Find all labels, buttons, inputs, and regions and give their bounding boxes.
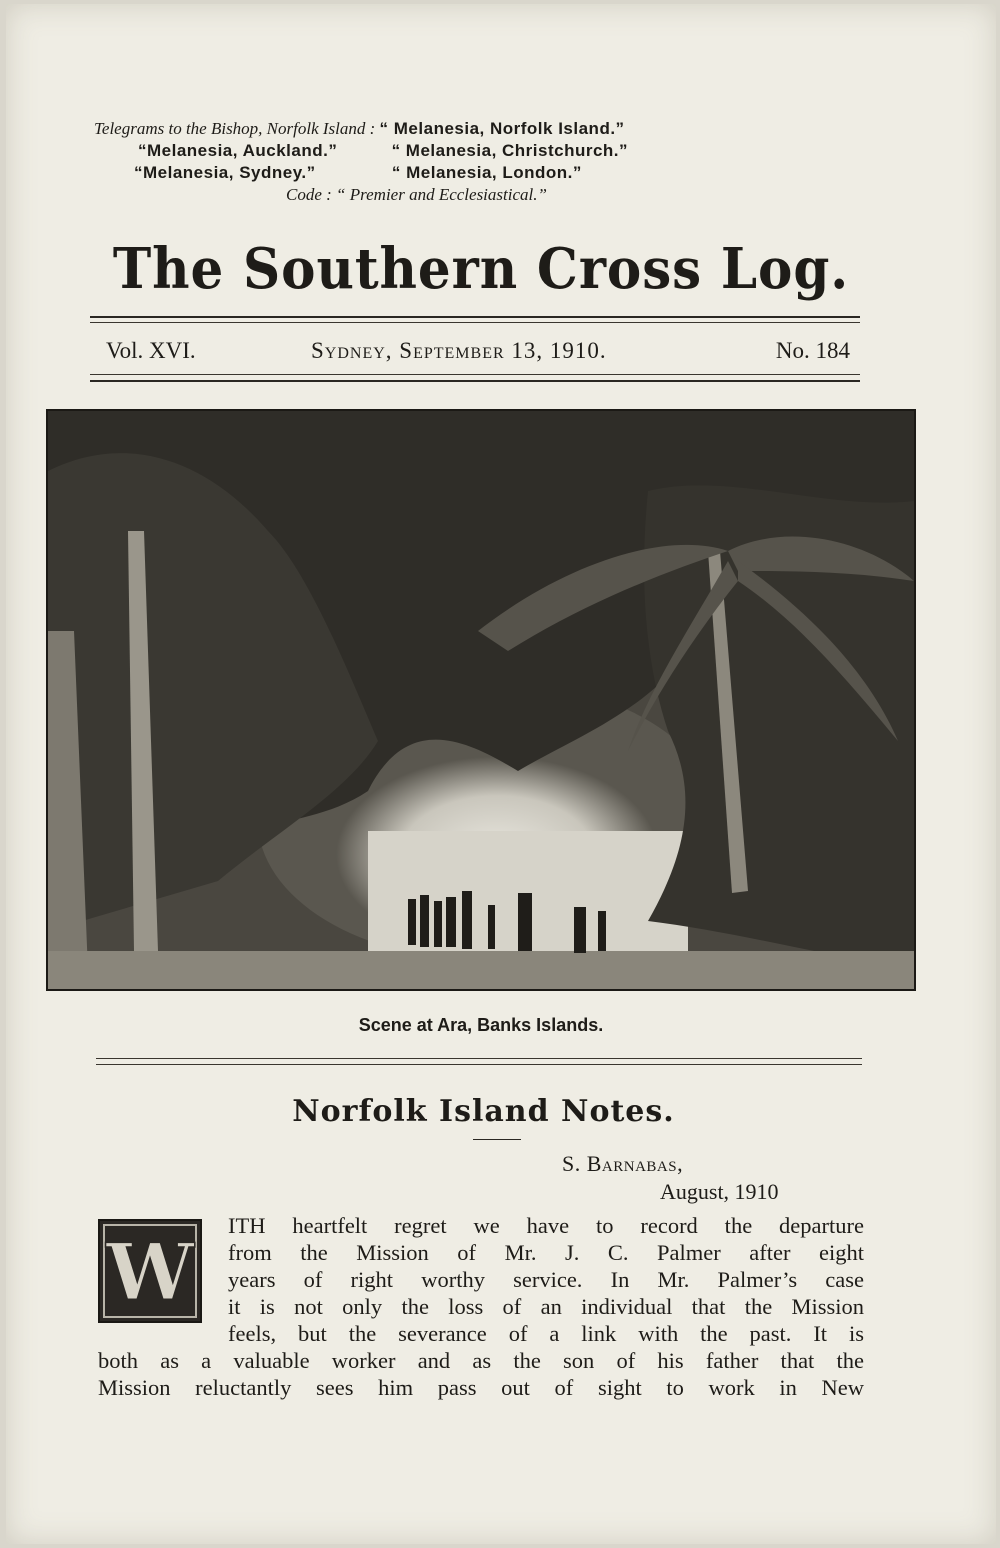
volume-label: Vol. XVI.: [106, 338, 196, 363]
masthead-rule-top-thin: [90, 322, 860, 323]
masthead-rule-top: [90, 316, 860, 318]
dateline-rule-thin: [90, 374, 860, 375]
telegrams-line-3: [94, 162, 884, 184]
page: [6, 4, 996, 1544]
article-line: ITH heartfelt regret we have to record the departure: [228, 1213, 864, 1238]
telegram-address-norfolk: “ Melanesia, Norfolk Island.”: [379, 119, 625, 138]
article-line: from the Mission of Mr. J. C. Palmer after eight: [228, 1240, 864, 1265]
issue-date: Sydney, September 13, 1910.: [311, 338, 607, 363]
article-place: S. Barnabas,: [562, 1151, 684, 1176]
article-line: feels, but the severance of a link with the past. It is: [228, 1321, 864, 1346]
photo-scene-ara: [46, 409, 916, 991]
section-rule-top: [96, 1058, 862, 1059]
telegram-code: Code : “ Premier and Ecclesiastical.”: [286, 185, 547, 204]
telegrams-label: Telegrams to the Bishop, Norfolk Island :: [94, 119, 376, 138]
article-line: Mission reluctantly sees him pass out of sight to work in New: [98, 1375, 864, 1400]
telegram-address-auckland: “Melanesia, Auckland.”: [138, 141, 338, 160]
article-line: years of right worthy service. In Mr. Palmer’s case: [228, 1267, 864, 1292]
telegrams-block: [94, 118, 884, 206]
telegram-address-christchurch: “ Melanesia, Christchurch.”: [391, 141, 629, 160]
dateline: [96, 338, 856, 368]
section-rule-bottom: [96, 1064, 862, 1065]
article-date: August, 1910: [660, 1179, 779, 1204]
issue-number: No. 184: [775, 338, 850, 363]
article-heading: Norfolk Island Notes.: [292, 1094, 675, 1129]
dateline-rule-bottom: [90, 380, 860, 382]
article-line: both as a valuable worker and as the son of his father that the: [98, 1348, 864, 1373]
article-body: [98, 1212, 864, 1401]
article-line: it is not only the loss of an individual that the Mission: [228, 1294, 864, 1319]
heading-underline: [473, 1139, 521, 1140]
photo-caption: Scene at Ara, Banks Islands.: [358, 1015, 604, 1035]
telegrams-line-2: [94, 140, 884, 162]
photo-illustration: [48, 411, 914, 989]
dropcap-glyph: W: [106, 1227, 194, 1318]
masthead-title: The Southern Cross Log.: [112, 236, 850, 302]
telegram-address-london: “ Melanesia, London.”: [391, 163, 582, 182]
telegram-address-sydney: “Melanesia, Sydney.”: [134, 163, 316, 182]
telegrams-line-1: [94, 118, 884, 140]
